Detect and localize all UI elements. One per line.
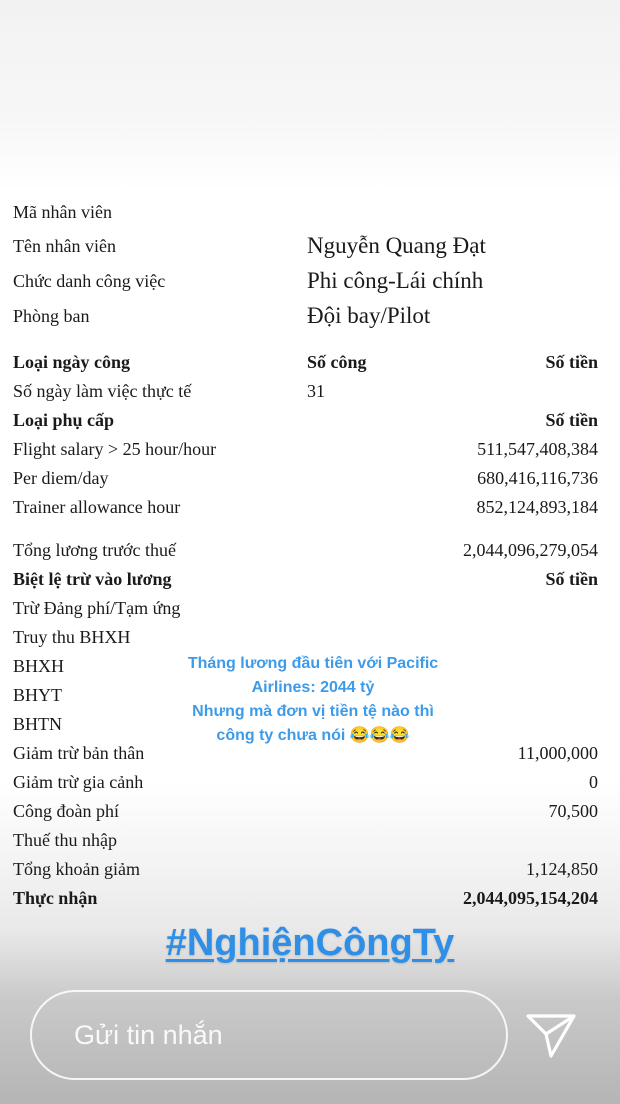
caption-line: Airlines: 2044 tỷ	[246, 678, 381, 697]
deduction-row	[13, 856, 598, 882]
workday-amount-header: Số tiền	[545, 352, 598, 372]
department-value: Đội bay/Pilot	[307, 303, 431, 328]
employee-id-label: Mã nhân viên	[13, 202, 112, 222]
allowance-amount: 511,547,408,384	[477, 439, 598, 459]
net-pay-label: Thực nhận	[13, 888, 98, 908]
deduction-row	[13, 769, 598, 795]
deduction-amount: 0	[589, 772, 598, 792]
actual-workdays-value: 31	[307, 381, 325, 401]
gross-salary-label: Tổng lương trước thuế	[13, 540, 177, 560]
department-label: Phòng ban	[13, 306, 90, 326]
gross-salary-amount: 2,044,096,279,054	[463, 540, 598, 560]
allowance-label: Per diem/day	[13, 468, 109, 488]
employee-name-label: Tên nhân viên	[13, 236, 116, 256]
job-title-label: Chức danh công việc	[13, 271, 166, 291]
deduction-row	[13, 798, 598, 824]
employee-id-row	[13, 199, 598, 225]
caption-line: Nhưng mà đơn vị tiền tệ nào thì	[186, 702, 440, 721]
deduction-label: Công đoàn phí	[13, 801, 119, 821]
deduction-amount: 70,500	[548, 801, 598, 821]
allowance-type-header: Loại phụ cấp	[13, 410, 115, 430]
net-pay-row	[13, 885, 598, 911]
caption-line: công ty chưa nói 😂😂😂	[210, 726, 415, 745]
allowance-header-row	[13, 407, 598, 433]
deduction-type-header: Biệt lệ trừ vào lương	[13, 569, 172, 589]
deduction-label: Giảm trừ bản thân	[13, 743, 145, 763]
allowance-amount-header: Số tiền	[545, 410, 598, 430]
allowance-label: Flight salary > 25 hour/hour	[13, 439, 217, 459]
send-message-input[interactable]: Gửi tin nhắn	[30, 990, 508, 1080]
send-button[interactable]	[522, 1006, 580, 1064]
allowance-amount: 852,124,893,184	[476, 497, 598, 517]
allowance-row	[13, 494, 598, 520]
department-row	[13, 303, 598, 333]
workday-type-header: Loại ngày công	[13, 352, 131, 372]
deduction-row	[13, 624, 598, 650]
story-caption	[163, 652, 463, 748]
gross-salary-row	[13, 537, 598, 563]
job-title-row	[13, 268, 598, 298]
deduction-label: Thuế thu nhập	[13, 830, 117, 850]
employee-name-value: Nguyễn Quang Đạt	[307, 233, 486, 258]
deduction-label: Truy thu BHXH	[13, 627, 131, 647]
deduction-amount-header: Số tiền	[545, 569, 598, 589]
deduction-label: Trừ Đảng phí/Tạm ứng	[13, 598, 181, 618]
deduction-label: BHTN	[13, 714, 62, 734]
allowance-row	[13, 436, 598, 462]
deduction-amount: 11,000,000	[517, 743, 598, 763]
workday-header-row	[13, 349, 598, 375]
deduction-label: BHXH	[13, 656, 65, 676]
hashtag-sticker[interactable]: #NghiệnCôngTy	[165, 922, 455, 964]
allowance-label: Trainer allowance hour	[13, 497, 181, 517]
deduction-label: Tổng khoản giảm	[13, 859, 140, 879]
allowance-amount: 680,416,116,736	[477, 468, 598, 488]
actual-workdays-label: Số ngày làm việc thực tế	[13, 381, 192, 401]
caption-line: Tháng lương đầu tiên với Pacific	[182, 654, 444, 673]
deduction-label: BHYT	[13, 685, 62, 705]
paper-plane-icon	[522, 1006, 580, 1064]
deduction-amount: 1,124,850	[526, 859, 598, 879]
employee-name-row	[13, 233, 598, 263]
deduction-header-row	[13, 566, 598, 592]
deduction-label: Giảm trừ gia cảnh	[13, 772, 144, 792]
net-pay-amount: 2,044,095,154,204	[463, 888, 598, 908]
allowance-row	[13, 465, 598, 491]
deduction-row	[13, 827, 598, 853]
actual-workdays-row	[13, 378, 598, 404]
job-title-value: Phi công-Lái chính	[307, 268, 484, 293]
deduction-row	[13, 595, 598, 621]
workday-count-header: Số công	[307, 352, 367, 372]
